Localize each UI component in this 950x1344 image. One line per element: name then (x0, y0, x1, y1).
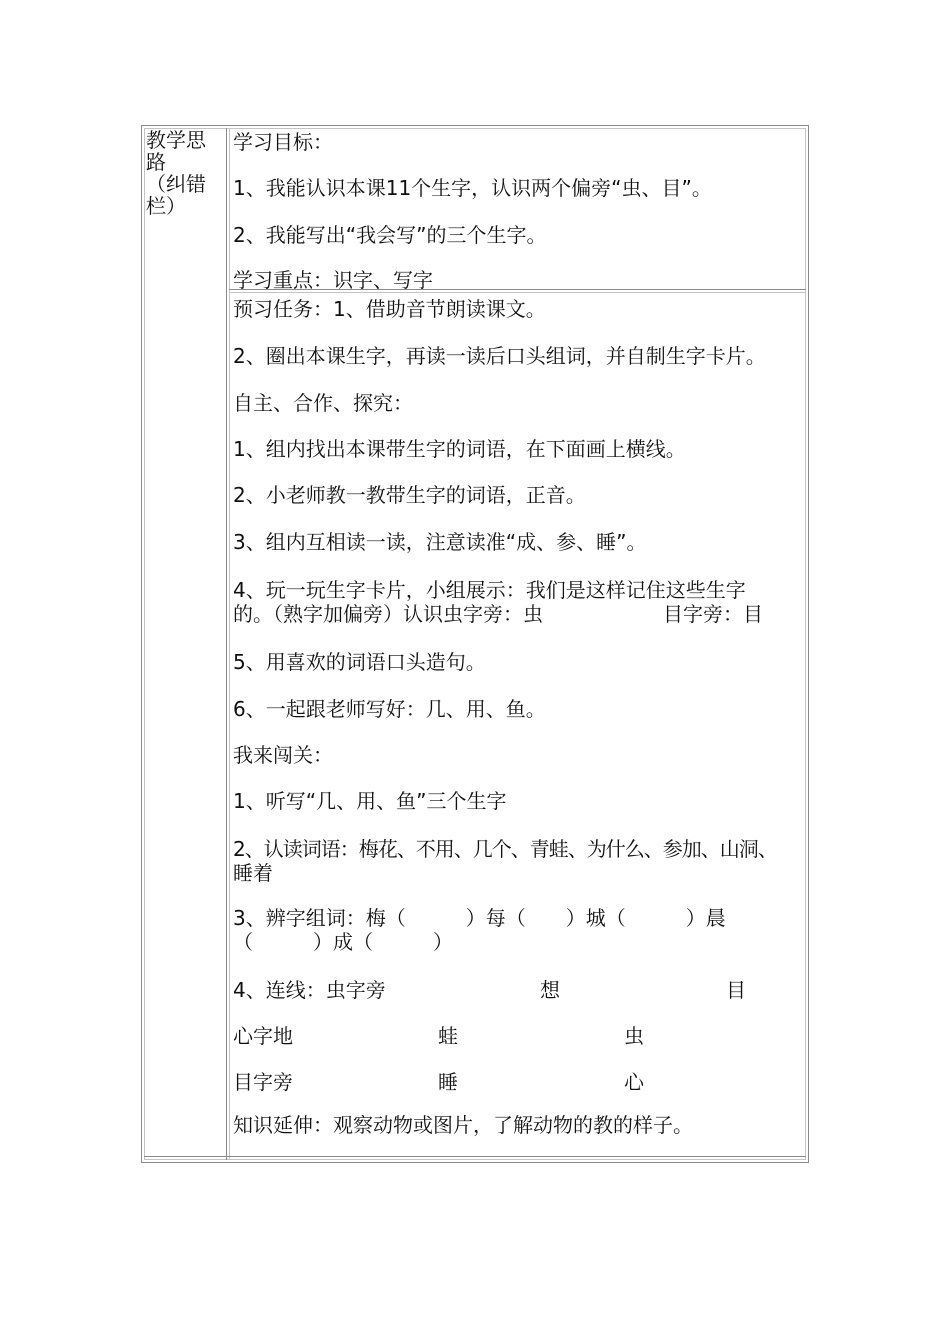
table-bottom-line (144, 1156, 806, 1157)
left-label-line: 路 (146, 150, 166, 174)
match-middle-item: 睡 (438, 1070, 458, 1094)
preview-task-1: 预习任务：1、借助音节朗读课文。 (233, 297, 546, 321)
match-right-item: 心 (624, 1070, 644, 1094)
match-middle-item: 想 (540, 978, 560, 1002)
match-label: 4、连线：虫字旁 (233, 978, 386, 1002)
challenge-item-2-line-2: 睡着 (233, 861, 273, 885)
challenge-item-1: 1、听写“几、用、鱼”三个生字 (233, 789, 507, 813)
extension-text: 知识延伸：观察动物或图片，了解动物的教的样子。 (233, 1113, 693, 1137)
left-label-line: 教学思 (146, 128, 206, 152)
left-label-line: 栏） (146, 194, 186, 218)
challenge-item-3-line-2: （ ）成（ ） (233, 930, 453, 954)
column-divider-inner (229, 128, 230, 1160)
match-left-item: 目字旁 (233, 1070, 293, 1094)
left-label-line: （纠错 (146, 172, 206, 196)
match-middle-item: 蛙 (438, 1024, 458, 1048)
challenge-heading: 我来闯关： (233, 743, 333, 767)
row-divider-inner (229, 292, 806, 293)
explore-item-4-line-1: 4、玩一玩生字卡片，小组展示：我们是这样记住这些生字 (233, 578, 746, 602)
preview-task-2: 2、圈出本课生字，再读一读后口头组词，并自制生字卡片。 (233, 344, 766, 368)
key-points: 学习重点：识字、写字 (233, 268, 433, 292)
explore-item-6: 6、一起跟老师写好：几、用、鱼。 (233, 697, 546, 721)
goals-heading: 学习目标： (233, 130, 333, 154)
left-column-label (146, 129, 226, 217)
explore-item-4-radical: 目字旁：目 (663, 602, 763, 626)
explore-heading: 自主、合作、探究： (233, 391, 413, 415)
goal-item-2: 2、我能写出“我会写”的三个生字。 (233, 223, 547, 247)
challenge-item-2-line-1: 2、认读词语：梅花、不用、几个、青蛙、为什么、参加、山洞、 (233, 837, 777, 861)
match-right-item: 目 (726, 978, 746, 1002)
explore-item-1: 1、组内找出本课带生字的词语，在下面画上横线。 (233, 437, 686, 461)
explore-item-3: 3、组内互相读一读，注意读准“成、参、睡”。 (233, 530, 647, 554)
match-left-item: 心字地 (233, 1024, 293, 1048)
explore-item-2: 2、小老师教一教带生字的词语，正音。 (233, 483, 586, 507)
explore-item-4-line-2: 的。（熟字加偏旁）认识虫字旁：虫 (233, 602, 543, 626)
goal-item-1: 1、我能认识本课11个生字，认识两个偏旁“虫、目”。 (233, 176, 712, 200)
column-divider (226, 128, 227, 1160)
match-right-item: 虫 (624, 1024, 644, 1048)
challenge-item-3-line-1: 3、辨字组词：梅（ ）每（ ）城（ ）晨 (233, 906, 726, 930)
explore-item-5: 5、用喜欢的词语口头造句。 (233, 650, 486, 674)
